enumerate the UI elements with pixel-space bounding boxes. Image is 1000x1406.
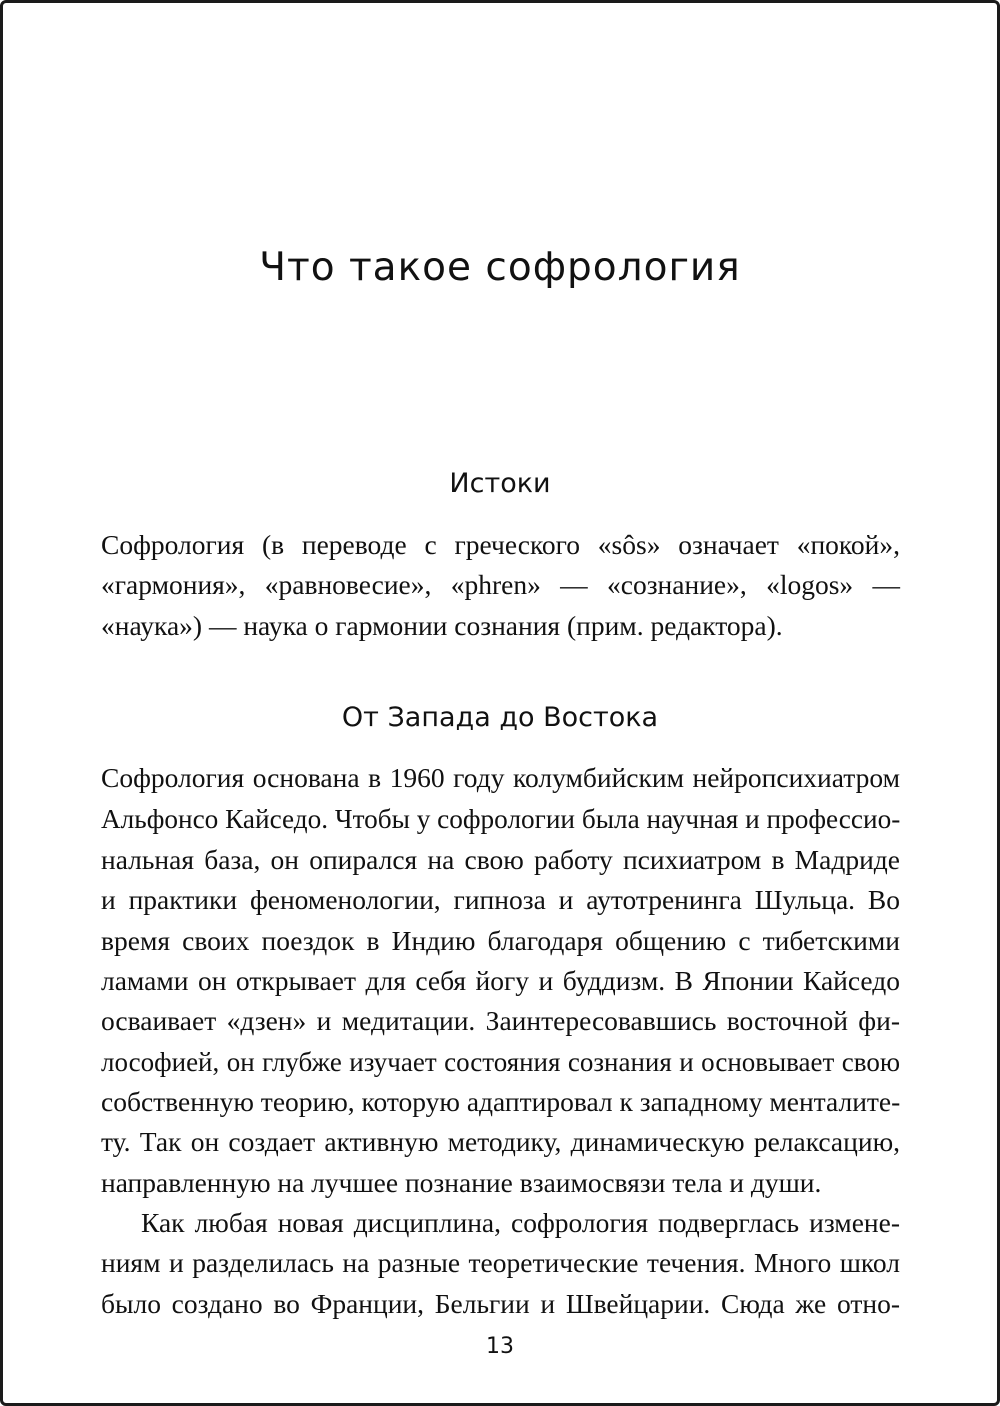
text-line: собственную теорию, которую адаптировал к западному менталите-: [101, 1086, 901, 1117]
text-line: и практики феноменологии, гипноза и аутотренинга Шульца. Во: [101, 884, 900, 915]
text-line: Софрология (в переводе с греческого «sôs» означает «покой»,: [101, 529, 900, 560]
chapter-title: Что такое софрология: [259, 245, 741, 290]
text-line: «наука») — наука о гармонии сознания (прим. редактора).: [101, 610, 783, 641]
text-line: ниям и разделилась на разные теоретические течения. Много школ: [101, 1247, 900, 1278]
text-line: Как любая новая дисциплина, софрология подверглась измене-: [141, 1207, 900, 1238]
text-line: «гармония», «равновесие», «phren» — «сознание», «logos» —: [101, 569, 900, 600]
text-line: лософией, он глубже изучает состояния сознания и основывает свою: [101, 1047, 900, 1077]
text-line: нальная база, он опирался на свою работу психиатром в Мадриде: [101, 844, 900, 875]
text-line: осваивает «дзен» и медитации. Заинтересовавшись восточной фи-: [101, 1005, 900, 1036]
section-heading-origins: Истоки: [449, 468, 551, 499]
text-line: направленную на лучшее познание взаимосвязи тела и души.: [101, 1167, 822, 1198]
text-line: Софрология основана в 1960 году колумбийским нейропсихиатром: [101, 762, 900, 793]
text-line: ламами он открывает для себя йогу и буддизм. В Японии Кайседо: [101, 965, 900, 996]
text-line: ту. Так он создает активную методику, динамическую релаксацию,: [101, 1126, 900, 1157]
page-number: 13: [486, 1334, 514, 1359]
section-heading-west-to-east: От Запада до Востока: [341, 702, 659, 733]
text-line: Альфонсо Кайседо. Чтобы у софрологии была научная и профессио-: [101, 804, 901, 834]
text-line: время своих поездок в Индию благодаря общению с тибетскими: [101, 925, 900, 956]
text-line: было создано во Франции, Бельгии и Швейцарии. Сюда же отно-: [101, 1288, 900, 1319]
